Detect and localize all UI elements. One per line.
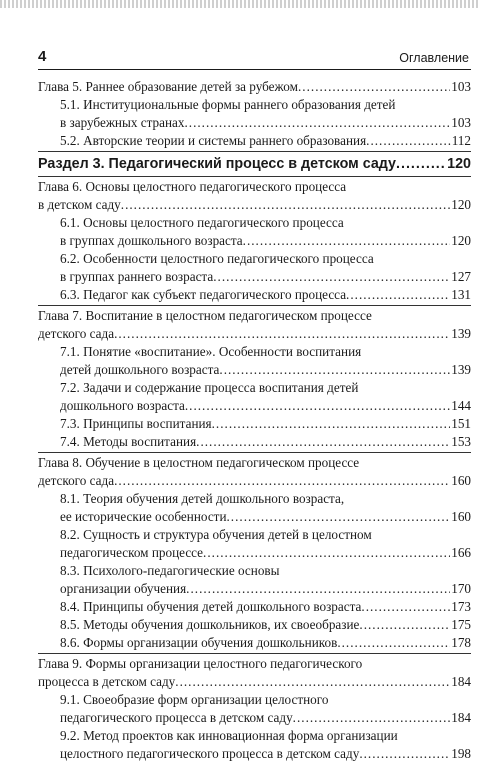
leader-dots <box>337 634 450 652</box>
toc-page-number: 151 <box>451 416 471 431</box>
toc-entry-title: детского сада <box>38 473 115 488</box>
toc-entry-title: 6.1. Основы целостного педагогического процесса <box>60 215 344 230</box>
toc-page-number: 198 <box>451 746 471 761</box>
toc-entry-title: в группах раннего возраста <box>60 269 214 284</box>
toc-line <box>38 196 471 214</box>
toc-line <box>38 472 471 490</box>
leader-dots <box>212 415 451 433</box>
toc-subsection <box>60 433 471 451</box>
leader-dots <box>121 196 450 214</box>
toc-entry-title: 8.3. Психолого-педагогические основы <box>60 563 280 578</box>
leader-dots <box>186 580 450 598</box>
toc-page-number: 112 <box>451 133 471 148</box>
leader-dots <box>114 325 450 343</box>
toc-entry-title: 7.2. Задачи и содержание процесса воспитания детей <box>60 380 359 395</box>
toc-page-number: 120 <box>447 156 471 172</box>
toc-line <box>60 361 471 379</box>
toc-subsection <box>60 727 471 763</box>
toc-entry-title: детей дошкольного возраста <box>60 362 220 377</box>
toc-page-number: 160 <box>451 473 471 488</box>
toc-entry-title: организации обучения <box>60 581 187 596</box>
toc-subsection <box>60 286 471 304</box>
toc-line <box>60 114 471 132</box>
toc-chapter <box>38 78 471 96</box>
leader-dots <box>293 709 451 727</box>
toc-entry-title: педагогического процесса в детском саду <box>60 710 293 725</box>
toc-entry-title: 5.1. Институциональные формы раннего образования детей <box>60 97 396 112</box>
toc-line <box>60 286 471 304</box>
toc-line <box>60 709 471 727</box>
toc-entry-title: дошкольного возраста <box>60 398 185 413</box>
leader-dots <box>184 114 450 132</box>
toc-page-number: 175 <box>451 617 471 632</box>
toc-page-number: 103 <box>451 115 471 130</box>
toc-subsection <box>60 343 471 379</box>
running-head <box>38 47 471 70</box>
leader-dots <box>298 78 450 96</box>
toc-line <box>38 307 471 325</box>
toc-subsection <box>60 634 471 652</box>
toc-entry-title: 5.2. Авторские теории и системы раннего образования <box>60 133 367 148</box>
toc-entry-title: 7.3. Принципы воспитания <box>60 416 212 431</box>
page-number: 4 <box>38 48 47 65</box>
toc-line <box>38 154 471 174</box>
toc-divider <box>38 151 471 152</box>
toc-entry-title: Глава 6. Основы целостного педагогического процесса <box>38 179 347 194</box>
toc-entry-title: 9.1. Своеобразие форм организации целостного <box>60 692 329 707</box>
toc-entry-title: детского сада <box>38 326 115 341</box>
toc-entry-title: 7.1. Понятие «воспитание». Особенности воспитания <box>60 344 362 359</box>
toc-line <box>38 325 471 343</box>
toc-line <box>60 268 471 286</box>
leader-dots <box>213 268 450 286</box>
leader-dots <box>243 232 451 250</box>
toc-entry-title: 8.6. Формы организации обучения дошкольников <box>60 635 338 650</box>
toc-line <box>60 562 471 580</box>
toc-subsection <box>60 379 471 415</box>
leader-dots <box>361 598 450 616</box>
toc-entry-title: в детском саду <box>38 197 121 212</box>
toc-entry-title: в зарубежных странах <box>60 115 185 130</box>
toc-line <box>38 673 471 691</box>
toc-line <box>60 727 471 745</box>
leader-dots <box>175 673 450 691</box>
toc-divider <box>38 452 471 453</box>
leader-dots <box>203 544 450 562</box>
toc-entry-title: в группах дошкольного возраста <box>60 233 243 248</box>
toc-line <box>60 96 471 114</box>
toc-entry-title: 8.4. Принципы обучения детей дошкольного возраста <box>60 599 362 614</box>
toc-line <box>60 634 471 652</box>
toc-divider <box>38 176 471 177</box>
toc-line <box>60 132 471 150</box>
toc-line <box>38 454 471 472</box>
toc-entry-title: педагогическом процессе <box>60 545 204 560</box>
toc-line <box>60 433 471 451</box>
toc-page-number: 173 <box>451 599 471 614</box>
toc-page-number: 153 <box>451 434 471 449</box>
toc-entry-title: 6.2. Особенности целостного педагогического процесса <box>60 251 374 266</box>
toc-page-number: 170 <box>451 581 471 596</box>
toc-page-number: 160 <box>451 509 471 524</box>
leader-dots <box>114 472 450 490</box>
toc-page-number: 120 <box>451 233 471 248</box>
toc-subsection <box>60 250 471 286</box>
toc-entry-title: 8.2. Сущность и структура обучения детей в целостном <box>60 527 372 542</box>
toc-entry-title: Глава 9. Формы организации целостного педагогического <box>38 656 363 671</box>
toc-line <box>38 78 471 96</box>
toc-line <box>60 232 471 250</box>
running-head-section: Оглавление <box>399 51 469 65</box>
toc-line <box>60 598 471 616</box>
toc-page-number: 166 <box>451 545 471 560</box>
toc-entry-title: ее исторические особенности <box>60 509 227 524</box>
leader-dots <box>396 154 446 174</box>
toc-divider <box>38 653 471 654</box>
toc-entry-title: Глава 7. Воспитание в целостном педагогическом процессе <box>38 308 372 323</box>
leader-dots <box>366 132 451 150</box>
toc-subsection <box>60 214 471 250</box>
toc-subsection <box>60 562 471 598</box>
toc-entry-title: целостного педагогического процесса в детском саду <box>60 746 360 761</box>
toc-page-number: 178 <box>451 635 471 650</box>
toc-line <box>60 544 471 562</box>
toc-subsection <box>60 526 471 562</box>
toc-line <box>60 691 471 709</box>
toc-line <box>60 415 471 433</box>
toc-entry-title: процесса в детском саду <box>38 674 176 689</box>
toc-entry-title: 8.5. Методы обучения дошкольников, их своеобразие <box>60 617 360 632</box>
toc-line <box>60 379 471 397</box>
leader-dots <box>227 508 451 526</box>
toc-divider <box>38 305 471 306</box>
toc-page-number: 139 <box>451 326 471 341</box>
toc-entry-title: 8.1. Теория обучения детей дошкольного возраста, <box>60 491 345 506</box>
toc-line <box>60 397 471 415</box>
leader-dots <box>185 397 450 415</box>
leader-dots <box>346 286 450 304</box>
toc-entry-title: 7.4. Методы воспитания <box>60 434 197 449</box>
toc-page-number: 139 <box>451 362 471 377</box>
toc-line <box>60 616 471 634</box>
scan-top-edge <box>0 0 479 8</box>
leader-dots <box>359 745 450 763</box>
toc-line <box>60 580 471 598</box>
toc-entry-title: 6.3. Педагог как субъект педагогического процесса <box>60 287 347 302</box>
toc-subsection <box>60 415 471 433</box>
toc-line <box>38 178 471 196</box>
toc-line <box>60 250 471 268</box>
toc-page-number: 184 <box>451 674 471 689</box>
toc-line <box>60 526 471 544</box>
toc-chapter <box>38 178 471 214</box>
toc-entry-title: Глава 5. Раннее образование детей за рубежом <box>38 79 298 94</box>
toc-subsection <box>60 616 471 634</box>
toc-chapter <box>38 655 471 691</box>
leader-dots <box>219 361 450 379</box>
toc-part-heading <box>38 154 471 174</box>
toc-subsection <box>60 490 471 526</box>
toc-line <box>60 508 471 526</box>
toc-line <box>60 343 471 361</box>
toc-line <box>60 745 471 763</box>
toc-page-number: 103 <box>451 79 471 94</box>
toc-entry-title: Раздел 3. Педагогический процесс в детском саду <box>38 156 397 172</box>
toc-line <box>60 490 471 508</box>
toc-entry-title: 9.2. Метод проектов как инновационная форма организации <box>60 728 398 743</box>
toc-chapter <box>38 307 471 343</box>
leader-dots <box>196 433 450 451</box>
toc-subsection <box>60 691 471 727</box>
toc-page-number: 144 <box>451 398 471 413</box>
toc-page-number: 120 <box>451 197 471 212</box>
toc-subsection <box>60 96 471 132</box>
leader-dots <box>359 616 450 634</box>
toc-entry-title: Глава 8. Обучение в целостном педагогическом процессе <box>38 455 360 470</box>
toc-subsection <box>60 598 471 616</box>
toc-page-number: 127 <box>451 269 471 284</box>
toc-line <box>60 214 471 232</box>
toc-page-number: 184 <box>451 710 471 725</box>
toc-subsection <box>60 132 471 150</box>
toc-page-number: 131 <box>451 287 471 302</box>
toc-line <box>38 655 471 673</box>
toc-chapter <box>38 454 471 490</box>
